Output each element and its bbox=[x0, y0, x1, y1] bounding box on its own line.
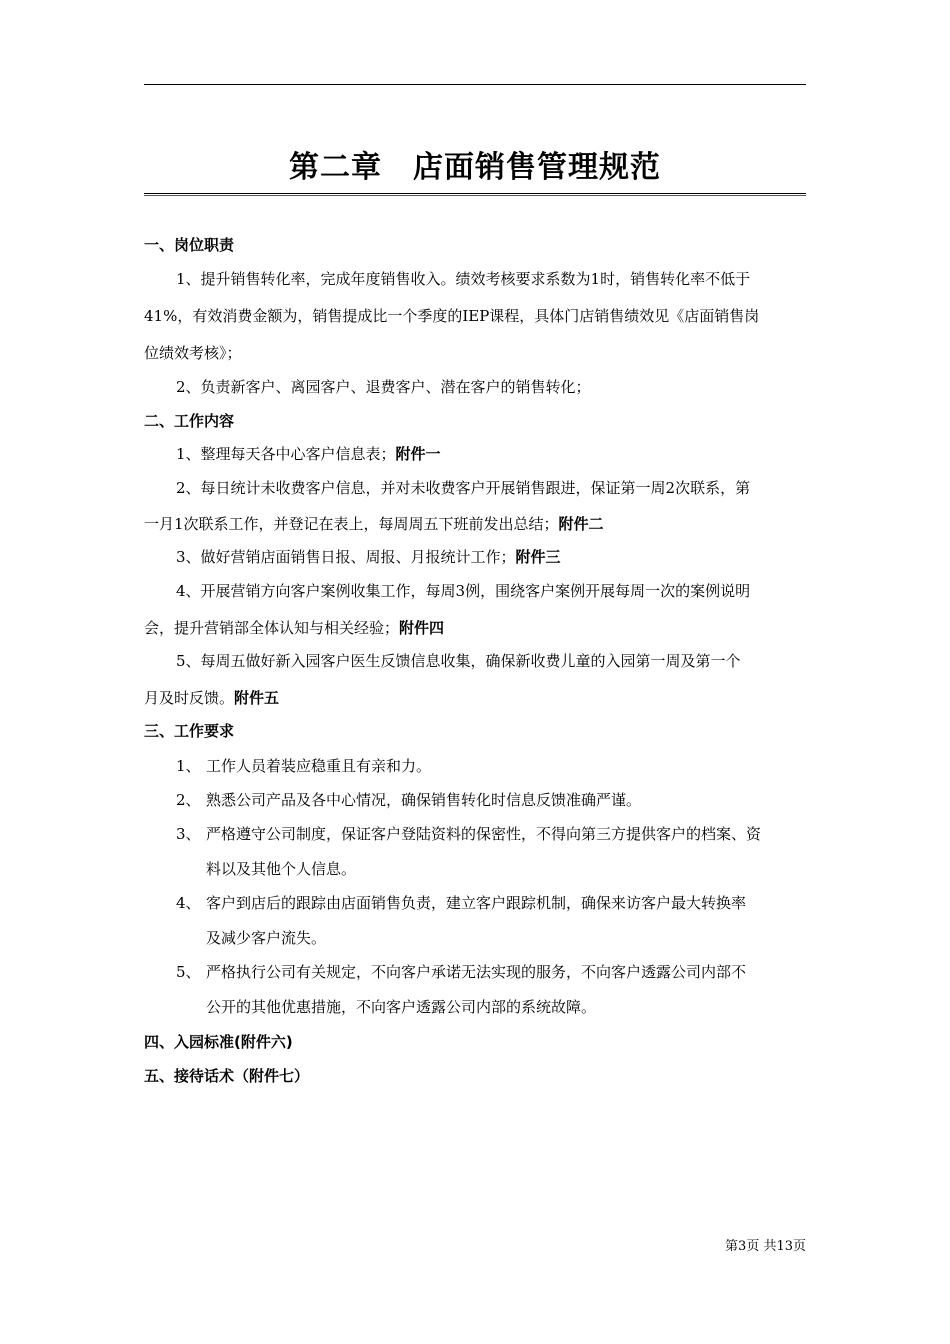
chapter-title: 第二章 店面销售管理规范 bbox=[289, 150, 661, 185]
requirement-number: 4、 bbox=[176, 894, 201, 912]
work-item-3-text: 3、做好营销店面销售日报、周报、月报统计工作； bbox=[176, 548, 516, 566]
duty-1-line-2: 41%，有效消费金额为，销售提成比一个季度的IEP课程，具体门店销售绩效见《店面销售岗 bbox=[144, 307, 760, 325]
work-item-5-line-1: 5、每周五做好新入园客户医生反馈信息收集，确保新收费儿童的入园第一周及第一个 bbox=[176, 652, 741, 670]
work-item-2-line-2 bbox=[144, 513, 806, 535]
duty-1-line-3: 位绩效考核》； bbox=[144, 344, 242, 362]
requirement-text: 客户到店后的跟踪由店面销售负责，建立客户跟踪机制，确保来访客户最大转换率 bbox=[206, 894, 747, 912]
section-heading-requirements: 三、工作要求 bbox=[144, 722, 235, 740]
requirement-5-continuation: 公开的其他优惠措施，不向客户透露公司内部的系统故障。 bbox=[206, 998, 597, 1016]
work-item-1 bbox=[176, 443, 806, 465]
attachment-2-ref: 附件二 bbox=[558, 515, 604, 533]
section-heading-admission-standard: 四、入园标准(附件六) bbox=[144, 1033, 293, 1051]
work-item-3 bbox=[176, 546, 806, 568]
attachment-5-ref: 附件五 bbox=[234, 689, 280, 707]
requirement-number: 5、 bbox=[176, 963, 201, 981]
work-item-4-line-2 bbox=[144, 617, 806, 639]
requirement-text: 工作人员着装应稳重且有亲和力。 bbox=[206, 757, 432, 775]
requirement-text: 严格遵守公司制度，保证客户登陆资料的保密性，不得向第三方提供客户的档案、资 bbox=[206, 825, 762, 843]
attachment-4-ref: 附件四 bbox=[399, 619, 445, 637]
requirement-4-continuation: 及减少客户流失。 bbox=[206, 929, 327, 947]
header-rule bbox=[144, 84, 806, 85]
section-heading-reception-script: 五、接待话术（附件七） bbox=[144, 1067, 310, 1085]
duty-1-line-1: 1、提升销售转化率，完成年度销售收入。绩效考核要求系数为1时，销售转化率不低于 bbox=[176, 270, 751, 288]
attachment-1-ref: 附件一 bbox=[395, 445, 441, 463]
title-underline bbox=[144, 193, 806, 196]
requirement-text: 熟悉公司产品及各中心情况，确保销售转化时信息反馈准确严谨。 bbox=[206, 791, 642, 809]
requirement-number: 2、 bbox=[176, 791, 201, 809]
work-item-1-text: 1、整理每天各中心客户信息表； bbox=[176, 445, 396, 463]
requirement-number: 1、 bbox=[176, 757, 201, 775]
work-item-4-text: 会，提升营销部全体认知与相关经验； bbox=[144, 619, 400, 637]
page-number: 第3页 共13页 bbox=[725, 1239, 806, 1254]
requirement-text: 严格执行公司有关规定，不向客户承诺无法实现的服务，不向客户透露公司内部不 bbox=[206, 963, 747, 981]
requirement-3-continuation: 料以及其他个人信息。 bbox=[206, 860, 357, 878]
attachment-3-ref: 附件三 bbox=[515, 548, 561, 566]
work-item-5-text: 月及时反馈。 bbox=[144, 689, 235, 707]
section-heading-duties: 一、岗位职责 bbox=[144, 236, 235, 254]
duty-2: 2、负责新客户、离园客户、退费客户、潜在客户的销售转化； bbox=[176, 378, 591, 396]
work-item-2-line-1: 2、每日统计未收费客户信息，并对未收费客户开展销售跟进，保证第一周2次联系，第 bbox=[176, 479, 751, 497]
section-heading-work-content: 二、工作内容 bbox=[144, 412, 235, 430]
requirement-number: 3、 bbox=[176, 825, 201, 843]
work-item-4-line-1: 4、开展营销方向客户案例收集工作，每周3例，围绕客户案例开展每周一次的案例说明 bbox=[176, 582, 751, 600]
work-item-2-text: 一月1次联系工作，并登记在表上，每周周五下班前发出总结； bbox=[144, 515, 559, 533]
work-item-5-line-2 bbox=[144, 687, 806, 709]
